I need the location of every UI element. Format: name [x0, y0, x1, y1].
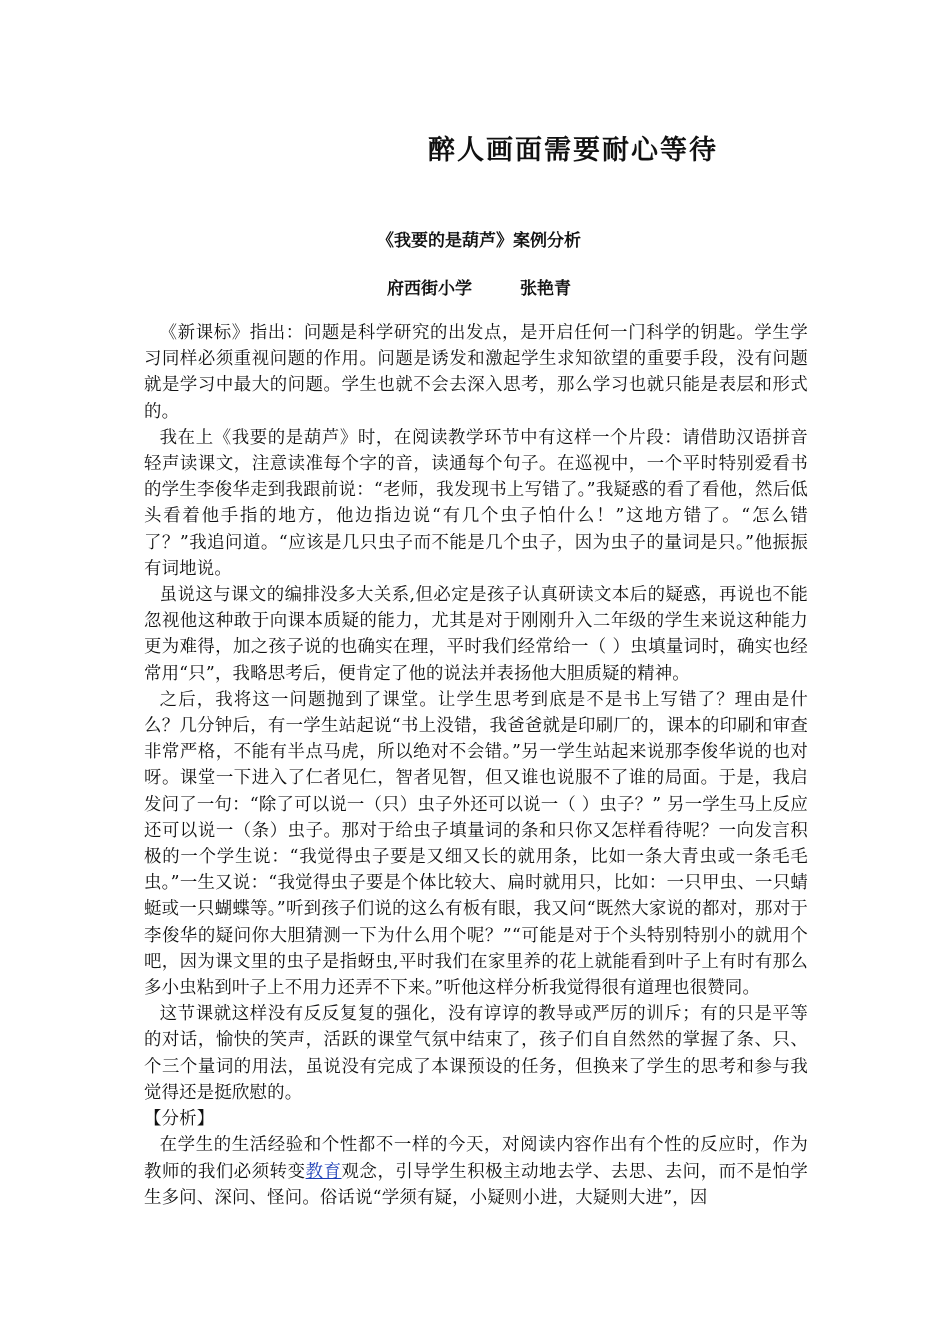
author-line	[0, 274, 950, 299]
document-title: 醉人画面需要耐心等待	[428, 135, 718, 166]
paragraph-classroom-discussion: 之后，我将这一问题抛到了课堂。让学生思考到底是不是书上写错了？理由是什么？几分钟后，有一学生站起说“书上没错，我爸爸就是印刷厂的，课本的印刷和审查非常严格，不能有半点马虎，所以绝对不会错。”另一学生站起来说那李俊华说的也对呀。课堂一下进入了仁者见仁，智者见智，但又谁也说服不了谁的局面。于是，我启发问了一句：“除了可以说一（只）虫子外还可以说一（ ）虫子？” 另一学生马上反应还可以说一（条）虫子。那对于给虫子填量词的条和只你又怎样看待呢？一向发言积极的一个学生说：“我觉得虫子要是又细又长的就用条，比如一条大青虫或一条毛毛虫。”一生又说：“我觉得虫子要是个体比较大、扁时就用只，比如：一只甲虫、一只蜻蜓或一只蝴蝶等。”听到孩子们说的这么有板有眼，我又问“既然大家说的都对，那对于李俊华的疑问你大胆猜测一下为什么用个呢？”“可能是对于个头特别特别小的就用个吧，因为课文里的虫子是指蚜虫,平时我们在家里养的花上就能看到叶子上有时有那么多小虫粘到叶子上不用力还弄不下来。”听他这样分析我觉得很有道理也很赞同。	[144, 689, 808, 999]
analysis-text-after-link: 观念，引导学生积极主动地去学、去思、去问，而不是怕学生多问、深问、怪问。俗话说“学须有疑，小疑则小进，大疑则大进”，因	[144, 1161, 809, 1208]
author-school: 府西街小学	[387, 279, 472, 299]
paragraph-intro: 《新课标》指出：问题是科学研究的出发点，是开启任何一门科学的钥匙。学生学习同样必须重视问题的作用。问题是诱发和激起学生求知欲望的重要手段，没有问题就是学习中最大的问题。学生也就不会去深入思考，那么学习也就只能是表层和形式的。	[144, 323, 808, 422]
document-body	[144, 320, 808, 1211]
paragraph-analysis	[144, 1132, 808, 1211]
document-subtitle: 《我要的是葫芦》案例分析	[377, 231, 581, 251]
paragraph-summary: 这节课就这样没有反反复复的强化，没有谆谆的教导或严厉的训斥；有的只是平等的对话，愉快的笑声，活跃的课堂气氛中结束了，孩子们自自然然的掌握了条、只、个三个量词的用法，虽说没有完成了本课预设的任务，但换来了学生的思考和参与我觉得还是挺欣慰的。	[144, 1004, 808, 1103]
education-link[interactable]: 教育	[305, 1161, 342, 1182]
analysis-heading: 【分析】	[144, 1109, 215, 1130]
author-name: 张艳青	[520, 279, 571, 299]
paragraph-reflection: 虽说这与课文的编排没多大关系,但必定是孩子认真研读文本后的疑惑，再说也不能忽视他这种敢于向课本质疑的能力，尤其是对于刚刚升入二年级的学生来说这种能力更为难得，加之孩子说的也确实在理，平时我们经常给一（ ）虫填量词时，确实也经常用“只”，我略思考后，便肯定了他的说法并表扬他大胆质疑的精神。	[144, 585, 808, 684]
paragraph-case-start: 我在上《我要的是葫芦》时，在阅读教学环节中有这样一个片段：请借助汉语拼音轻声读课文，注意读准每个字的音，读通每个句子。在巡视中，一个平时特别爱看书的学生李俊华走到我跟前说：“老师，我发现书上写错了。”我疑惑的看了看他，然后低头看着他手指的地方，他边指边说“有几个虫子怕什么！”这地方错了。“怎么错了？”我追问道。“应该是几只虫子而不能是几个虫子，因为虫子的量词是只。”他振振有词地说。	[144, 427, 808, 579]
analysis-text-before-link: 在学生的生活经验和个性都不一样的今天，对阅读内容作出有个性的反应时，作为教师的我们必须转变	[144, 1135, 808, 1182]
